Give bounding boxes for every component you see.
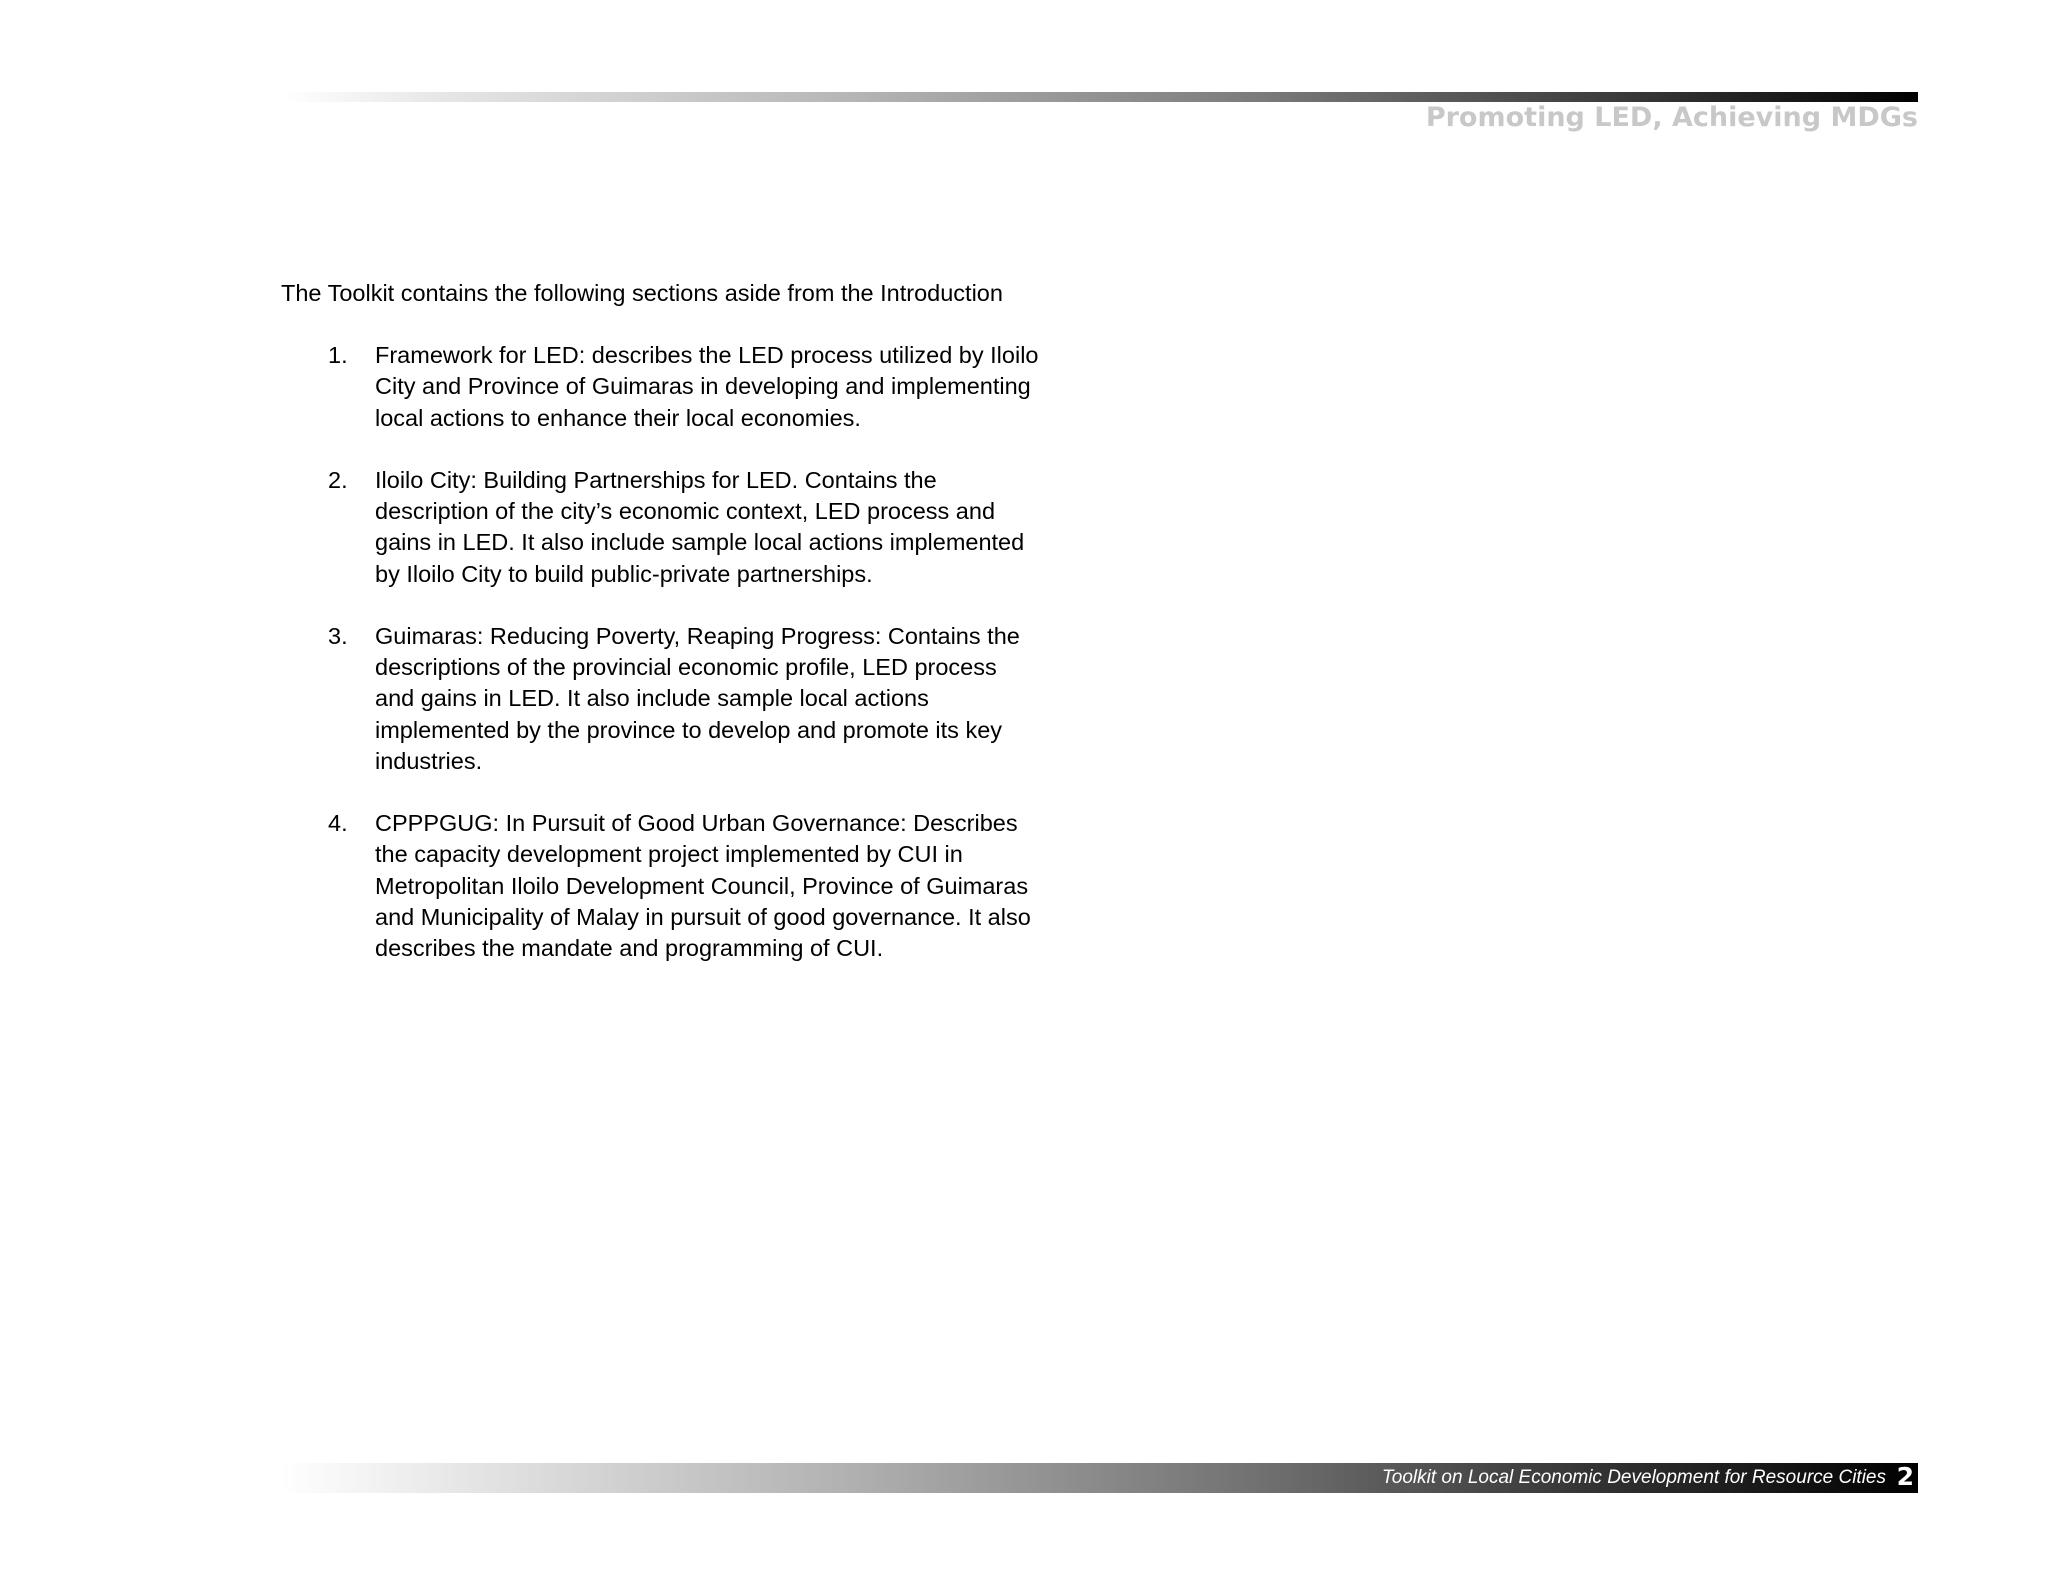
list-item-number: 2. — [328, 467, 348, 493]
list-item — [281, 808, 1111, 964]
main-content — [281, 278, 1111, 995]
list-item-number: 3. — [328, 623, 348, 649]
list-item-text: Iloilo City: Building Partnerships for LED. Contains the description of the city’s economic context, LED process and gains in LED. It also include sample local actions implemented by Iloilo City to build public-private partnerships. — [375, 467, 1025, 587]
list-item — [281, 340, 1111, 434]
section-list — [281, 340, 1111, 964]
list-item-text: Framework for LED: describes the LED process utilized by Iloilo City and Province of Guimaras in developing and implementing local actions to enhance their local economies. — [375, 342, 1039, 431]
header-gradient-rule — [281, 92, 1918, 102]
page-number: 2 — [1896, 1462, 1914, 1491]
footer-title: Toolkit on Local Economic Development for Resource Cities — [1381, 1467, 1886, 1488]
intro-paragraph: The Toolkit contains the following sections aside from the Introduction — [281, 280, 1003, 306]
list-item — [281, 621, 1111, 777]
running-header-title: Promoting LED, Achieving MDGs — [1425, 102, 1918, 133]
list-item-number: 1. — [328, 342, 348, 369]
list-item — [281, 465, 1111, 590]
footer-gradient-bar — [281, 1463, 1918, 1493]
list-item-text: Guimaras: Reducing Poverty, Reaping Progress: Contains the descriptions of the provincial economic profile, LED process and gains in LED. It also include sample local actions implemented by the province to develop and promote its key industries. — [375, 623, 1020, 774]
list-item-number: 4. — [328, 810, 348, 837]
list-item-text: CPPPGUG: In Pursuit of Good Urban Governance: Describes the capacity development project implemented by CUI in Metropolitan Iloilo Development Council, Province of Guimaras and Municipality of Malay in pursuit of good governance. It also describes the mandate and programming of CUI. — [375, 810, 1031, 962]
